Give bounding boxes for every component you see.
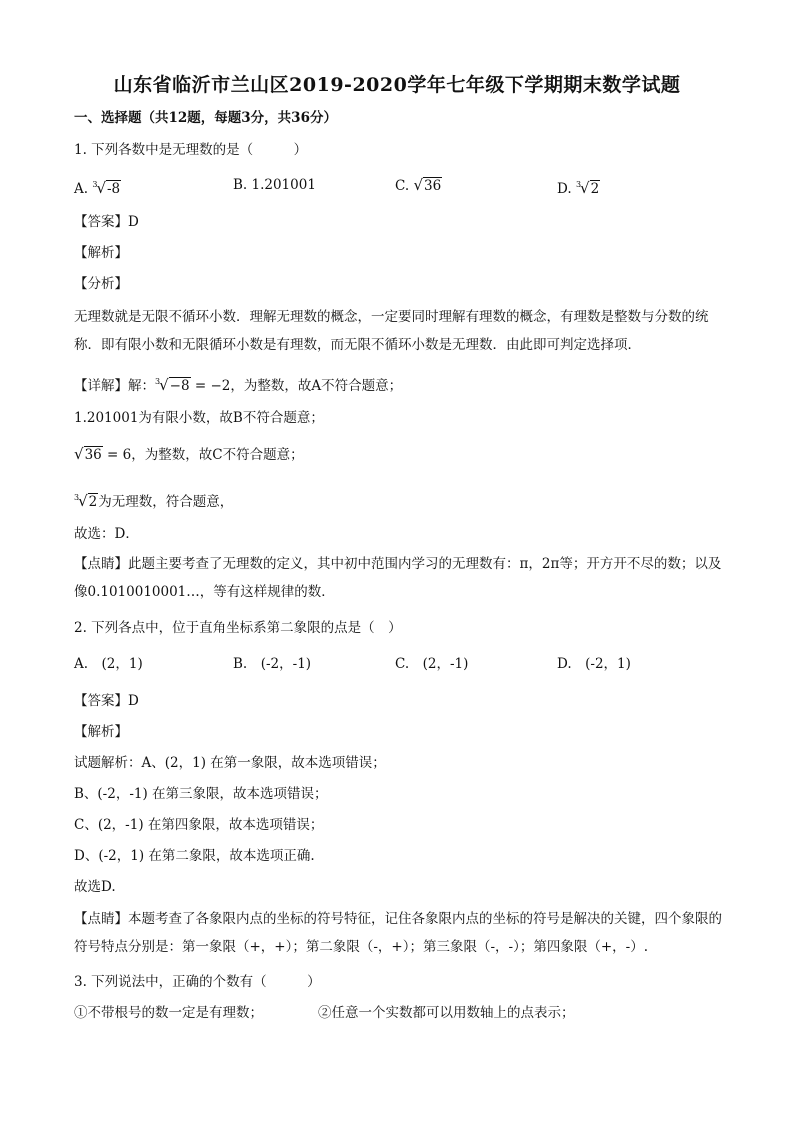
q3-statement-1: ①不带根号的数一定是有理数； (74, 1005, 263, 1021)
q1-detail-line-d: $^3$√2为无理数，符合题意， (74, 488, 233, 512)
q2-option-b: B. (-2，-1) (233, 656, 312, 672)
square-root-expression: √36 (413, 176, 442, 194)
q1-detail-line-a: 【详解】解：$^3$√−8 = −2，为整数，故A不符合题意； (74, 372, 402, 396)
q3-stem: 3. 下列说法中，正确的个数有（ ） (74, 974, 321, 990)
q1-option-b: B. 1.201001 (233, 177, 316, 193)
page-title: 山东省临沂市兰山区2019-2020学年七年级下学期期末数学试题 (113, 74, 681, 96)
option-label: A. (74, 181, 89, 197)
q2-option-c: C. (2，-1) (395, 656, 469, 672)
section-heading: 一、选择题（共12题，每题3分，共36分） (74, 110, 337, 126)
q1-jiexi-heading: 【解析】 (74, 245, 128, 261)
q2-solution-line-4: D、(-2，1) 在第二象限，故本选项正确. (74, 848, 315, 864)
q1-choose: 故选：D． (74, 526, 139, 542)
option-label: D. (557, 181, 572, 197)
cube-root-expression: $^3$√2 (74, 492, 98, 510)
q2-stem: 2. 下列各点中，位于直角坐标系第二象限的点是（ ） (74, 620, 402, 636)
cube-root-expression: $^3$√-8 (92, 179, 121, 197)
q1-fenxi-heading: 【分析】 (74, 276, 128, 292)
q2-dianjing: 【点睛】本题考查了各象限内点的坐标的符号特征，记住各象限内点的坐标的符号是解决的关键，四个象限的符号特点分别是：第一象限（+，+）；第二象限（-，+）；第三象限（-，-）；第四象限（+，-）. (74, 911, 722, 955)
cube-root-expression: $^3$√−8 (155, 376, 190, 394)
cube-root-expression: $^3$√2 (575, 179, 600, 197)
q2-choose: 故选D. (74, 879, 116, 895)
q1-option-d (557, 175, 600, 199)
q1-option-a (74, 175, 121, 199)
q1-dianjing: 【点睛】此题主要考查了无理数的定义，其中初中范围内学习的无理数有：π，2π等；开方开不尽的数；以及像0.1010010001…，等有这样规律的数． (74, 556, 722, 600)
q2-jiexi-heading: 【解析】 (74, 724, 128, 740)
q2-option-d: D. (-2，1) (557, 656, 631, 672)
q2-answer: 【答案】D (74, 693, 139, 709)
q1-detail-line-c: √36 = 6，为整数，故C不符合题意； (74, 445, 304, 463)
q1-option-c (395, 175, 442, 196)
q2-solution-line-2: B、(-2，-1) 在第三象限，故本选项错误； (74, 786, 328, 802)
q1-answer: 【答案】D (74, 214, 139, 230)
q3-statement-2: ②任意一个实数都可以用数轴上的点表示； (318, 1005, 575, 1021)
q2-solution-line-1: 试题解析：A、(2，1) 在第一象限，故本选项错误； (74, 755, 386, 771)
q2-option-a: A. (2，1) (74, 656, 143, 672)
q1-detail-line-b: 1.201001为有限小数，故B不符合题意； (74, 410, 324, 426)
q1-stem: 1. 下列各数中是无理数的是（ ） (74, 142, 308, 158)
square-root-expression: √36 (74, 445, 102, 463)
option-label: C. (395, 178, 410, 194)
q1-analysis: 无理数就是无限不循环小数．理解无理数的概念，一定要同时理解有理数的概念，有理数是整数与分数的统称．即有限小数和无限循环小数是有理数，而无限不循环小数是无理数．由此即可判定选择项． (74, 309, 709, 353)
q2-solution-line-3: C、(2，-1) 在第四象限，故本选项错误； (74, 817, 324, 833)
